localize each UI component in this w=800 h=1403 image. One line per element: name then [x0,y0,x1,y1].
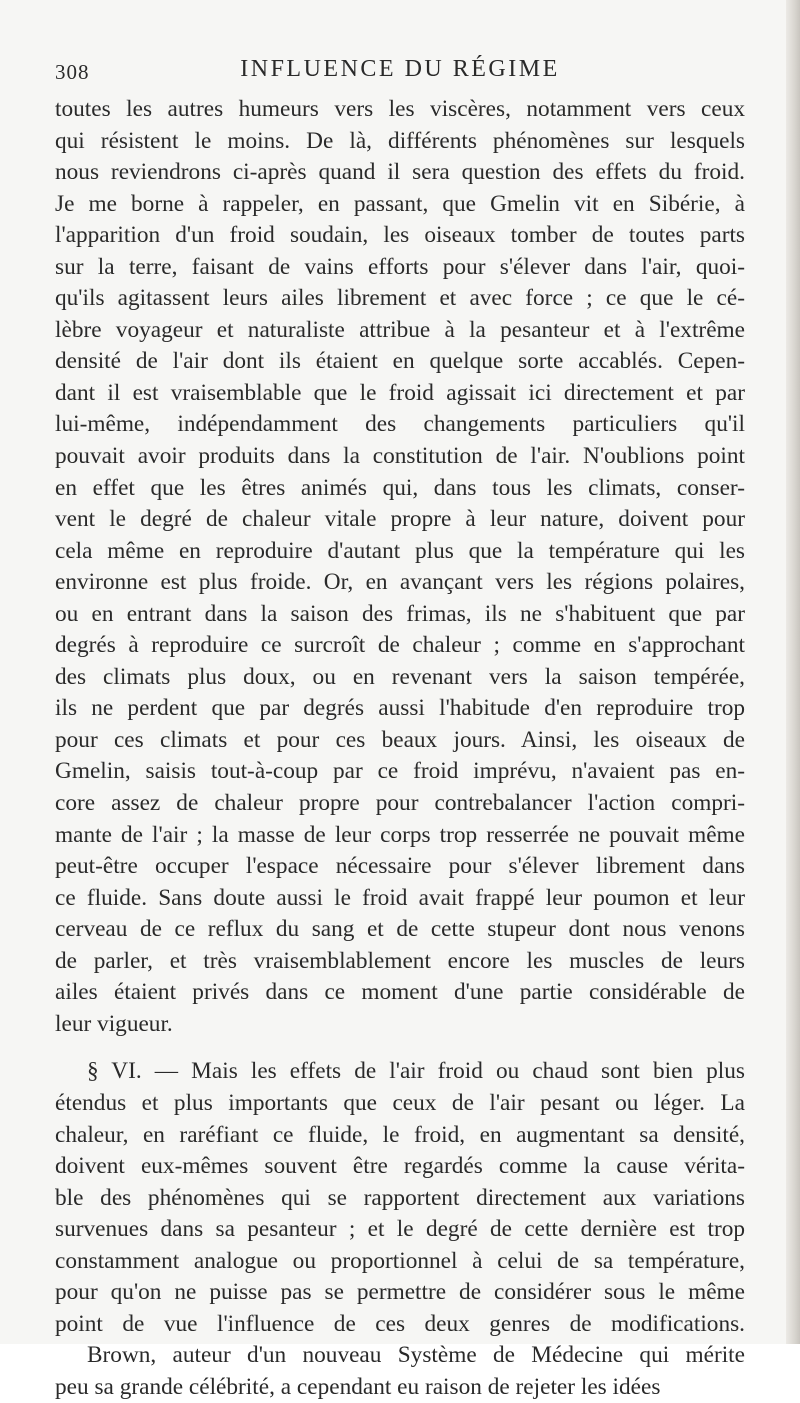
text-line: cerveau de ce reflux du sang et de cette stupeur dont nous venons [55,916,745,943]
text-line: peu sa grande célébrité, a cependant eu raison de rejeter les idées [55,1373,661,1400]
text-line: dant il est vraisemblable que le froid agissait ici directement et par [55,379,745,406]
text-line: des climats plus doux, ou en revenant vers la saison tempérée, [55,663,745,690]
text-line: ils ne perdent que par degrés aussi l'habitude d'en reproduire trop [55,695,745,722]
text-line: de parler, et très vraisemblablement encore les muscles de leurs [55,947,745,974]
text-line: toutes les autres humeurs vers les viscères, notamment vers ceux [55,96,745,122]
text-line: Brown, auteur d'un nouveau Système de Médecine qui mérite [87,1342,745,1369]
text-line: sur la terre, faisant de vains efforts pour s'élever dans l'air, quoi- [55,253,745,280]
paragraph-2 [55,1056,745,1403]
text-line: densité de l'air dont ils étaient en quelque sorte accablés. Cepen- [55,348,745,375]
text-line: ble des phénomènes qui se rapportent directement aux variations [55,1184,745,1211]
text-line: pouvait avoir produits dans la constitution de l'air. N'oublions point [55,443,745,470]
page-number: 308 [55,60,90,84]
text-line: environne est plus froide. Or, en avançant vers les régions polaires, [55,569,745,596]
text-line: § VI. — Mais les effets de l'air froid ou chaud sont bien plus [87,1058,745,1085]
text-line: en effet que les êtres animés qui, dans tous les climats, conser- [55,474,745,501]
page-header [55,56,745,90]
text-line: cela même en reproduire d'autant plus que la température qui les [55,537,745,564]
text-line: pour ces climats et pour ces beaux jours. Ainsi, les oiseaux de [55,726,745,753]
text-line: lui-même, indépendamment des changements particuliers qu'il [55,411,745,438]
page-body [55,94,745,1403]
running-title: INFLUENCE DU RÉGIME [240,56,560,82]
text-line: constamment analogue ou proportionnel à celui de sa température, [55,1247,745,1274]
text-line: Je me borne à rappeler, en passant, que Gmelin vit en Sibérie, à [55,190,745,217]
text-line: core assez de chaleur propre pour contrebalancer l'action compri- [55,790,745,817]
text-line: étendus et plus importants que ceux de l'air pesant ou léger. La [55,1089,745,1116]
text-line: leur vigueur. [55,1010,173,1037]
text-line: pour qu'on ne puisse pas se permettre de considérer sous le même [55,1279,745,1306]
text-line: mante de l'air ; la masse de leur corps trop resserrée ne pouvait même [55,821,745,848]
text-line: qui résistent le moins. De là, différents phénomènes sur lesquels [55,127,745,154]
text-line: ce fluide. Sans doute aussi le froid avait frappé leur poumon et leur [55,884,745,911]
text-line: qu'ils agitassent leurs ailes librement et avec force ; ce que le cé- [55,285,745,312]
text-line: degrés à reproduire ce surcroît de chaleur ; comme en s'approchant [55,632,745,659]
paragraph-gap [55,1040,745,1056]
page-gutter-shadow [786,0,800,1344]
text-line: Gmelin, saisis tout-à-coup par ce froid imprévu, n'avaient pas en- [55,758,745,785]
text-line: survenues dans sa pesanteur ; et le degré de cette dernière est trop [55,1216,745,1243]
text-line: ou en entrant dans la saison des frimas, ils ne s'habituent que par [55,600,745,627]
text-line: nous reviendrons ci-après quand il sera question des effets du froid. [55,159,745,186]
text-line: point de vue l'influence de ces deux genres de modifications. [55,1310,745,1337]
text-line: chaleur, en raréfiant ce fluide, le froid, en augmentant sa densité, [55,1121,745,1148]
text-line: ailes étaient privés dans ce moment d'une partie considérable de [55,979,745,1006]
text-line: l'apparition d'un froid soudain, les oiseaux tomber de toutes parts [55,222,745,249]
text-line: lèbre voyageur et naturaliste attribue à la pesanteur et à l'extrême [55,316,745,343]
text-line: doivent eux-mêmes souvent être regardés comme la cause vérita- [55,1153,745,1180]
paragraph-1 [55,94,745,1040]
text-line: peut-être occuper l'espace nécessaire pour s'élever librement dans [55,853,745,880]
text-line: vent le degré de chaleur vitale propre à leur nature, doivent pour [55,506,745,533]
